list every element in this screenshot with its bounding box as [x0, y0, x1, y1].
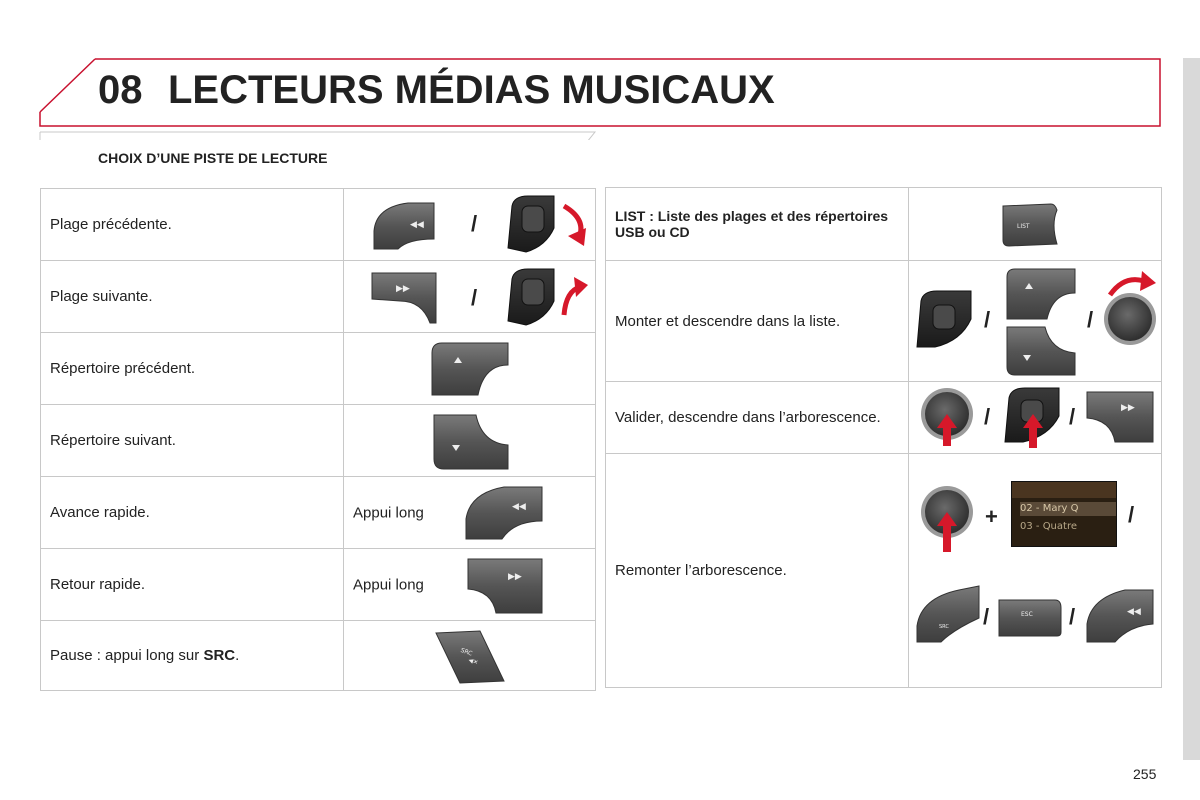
row-visual: [344, 621, 596, 691]
rewind-glyph: ◀◀: [512, 502, 526, 512]
row-visual: [909, 454, 1162, 688]
screen-list-icon: [1011, 481, 1117, 547]
row-label: Remonter l’arborescence.: [606, 454, 909, 688]
esc-text: ESC: [1021, 611, 1033, 618]
row-visual: [344, 189, 596, 261]
row-visual: [344, 261, 596, 333]
row-note: Appui long: [353, 576, 424, 593]
row-note: Appui long: [353, 504, 424, 521]
plus-sign: +: [985, 504, 998, 529]
separator-slash: /: [1087, 307, 1094, 332]
section-title: CHOIX D’UNE PISTE DE LECTURE: [98, 150, 328, 166]
fast-forward-glyph: ▶▶: [1121, 403, 1135, 413]
fast-forward-glyph: ▶▶: [508, 572, 522, 582]
rotary-knob-press-icon: [919, 484, 975, 554]
mute-glyph: ◀✕: [467, 656, 479, 667]
row-label: [41, 621, 344, 691]
rewind-button-icon: [464, 485, 544, 541]
row-visual: [344, 333, 596, 405]
row-label: Retour rapide.: [41, 549, 344, 621]
src-small-text: SRC: [939, 624, 949, 630]
rotary-knob-turn-icon: [1102, 267, 1160, 347]
table-row: [606, 454, 1162, 688]
fast-forward-glyph: ▶▶: [396, 284, 410, 294]
separator-slash: /: [984, 404, 991, 429]
fast-forward-button-icon: [466, 557, 544, 615]
rewind-button-icon: [368, 201, 438, 251]
row-label: Valider, descendre dans l’arborescence.: [606, 382, 909, 454]
screen-line: 02 - Mary Q: [1020, 502, 1117, 516]
separator-slash: /: [1069, 604, 1076, 629]
thumbwheel-up-icon: [502, 265, 592, 329]
screen-line: 03 - Quatre: [1020, 521, 1077, 532]
list-text: LIST: [1017, 223, 1030, 230]
esc-rotary-button-icon: [913, 584, 985, 646]
thumbwheel-icon: [913, 289, 975, 351]
row-label: LIST : Liste des plages et des répertoires USB ou CD: [606, 188, 909, 261]
esc-buttons-icon: [997, 598, 1063, 638]
fast-forward-button-icon: [1085, 390, 1155, 444]
label-suffix: .: [235, 647, 240, 664]
row-label: Monter et descendre dans la liste.: [606, 261, 909, 382]
left-table: [40, 188, 596, 691]
table-row: [41, 549, 596, 621]
row-visual: [344, 549, 596, 621]
row-label: Plage précédente.: [41, 189, 344, 261]
label-prefix: Pause : appui long sur: [50, 647, 204, 664]
down-button-icon: [432, 413, 512, 471]
table-row: [41, 333, 596, 405]
table-row: [41, 189, 596, 261]
rotary-knob-press-icon: [919, 386, 975, 448]
up-down-buttons-icon: [1005, 267, 1077, 377]
row-visual: [909, 261, 1162, 382]
page-number: 255: [1133, 766, 1157, 782]
table-row: [41, 261, 596, 333]
row-visual: [909, 188, 1162, 261]
rewind-glyph: ◀◀: [410, 220, 424, 230]
row-label: Plage suivante.: [41, 261, 344, 333]
separator-slash: /: [471, 285, 478, 310]
separator-slash: /: [471, 211, 478, 236]
row-visual: [344, 477, 596, 549]
screen-header: [1012, 482, 1116, 498]
row-visual: [909, 382, 1162, 454]
thumbwheel-press-icon: [1001, 386, 1065, 450]
rewind-glyph: ◀◀: [1127, 607, 1141, 617]
separator-slash: /: [984, 307, 991, 332]
fast-forward-button-icon: [370, 271, 440, 325]
chapter-title: LECTEURS MÉDIAS MUSICAUX: [168, 68, 775, 112]
side-tab: [1183, 58, 1200, 760]
separator-slash: /: [1128, 502, 1135, 527]
right-table: [605, 187, 1162, 688]
table-row: [606, 188, 1162, 261]
separator-slash: /: [983, 604, 990, 629]
row-label: Répertoire suivant.: [41, 405, 344, 477]
separator-slash: /: [1069, 404, 1076, 429]
thumbwheel-down-icon: [502, 192, 592, 256]
row-label: Répertoire précédent.: [41, 333, 344, 405]
table-row: [41, 621, 596, 691]
up-button-icon: [430, 341, 512, 397]
src-label: SRC: [203, 647, 236, 664]
row-visual: [344, 405, 596, 477]
rewind-button-icon: [1085, 588, 1155, 644]
chapter-number: 08: [98, 68, 143, 112]
list-button-icon: [1001, 202, 1061, 248]
table-row: [41, 405, 596, 477]
src-button-icon: [434, 629, 506, 685]
src-text: SRC: [459, 646, 474, 658]
table-row: [606, 382, 1162, 454]
table-row: [41, 477, 596, 549]
table-row: [606, 261, 1162, 382]
row-label: Avance rapide.: [41, 477, 344, 549]
